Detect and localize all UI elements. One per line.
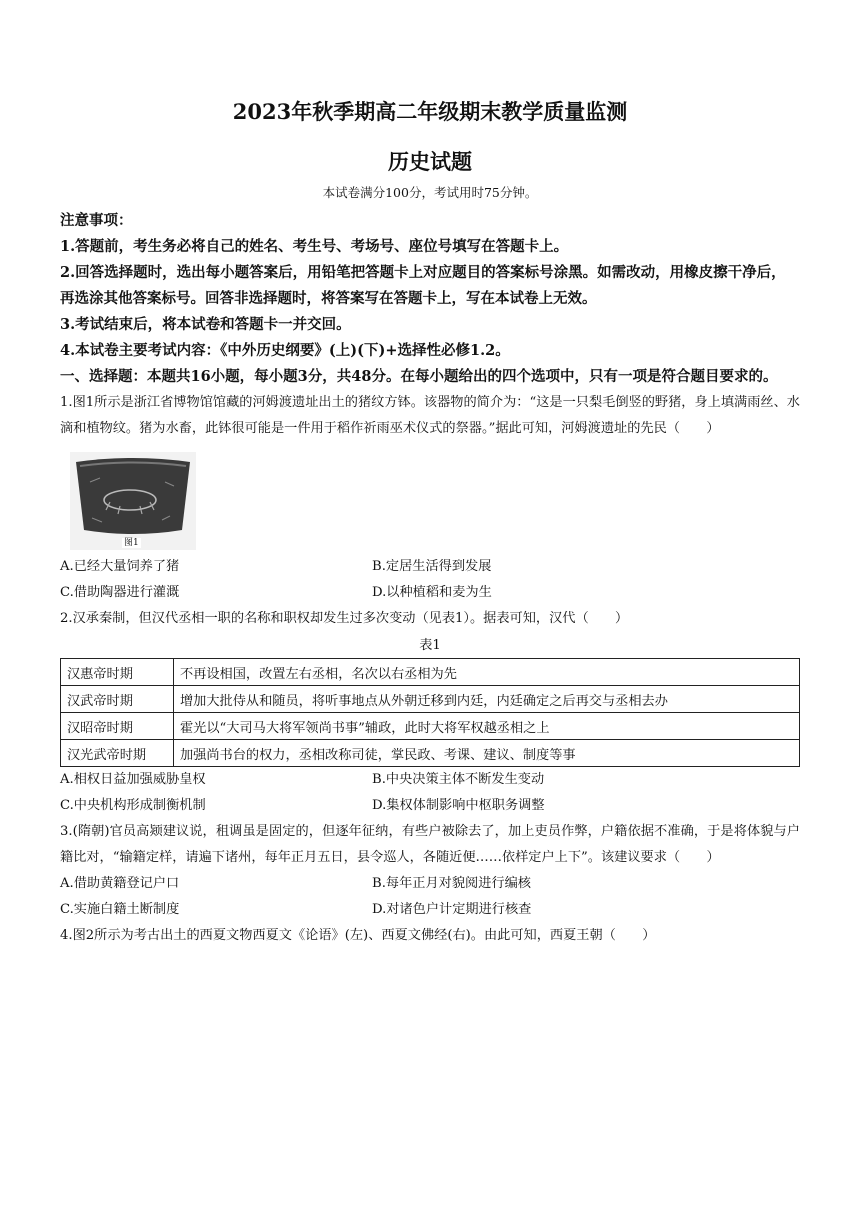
table-cell-period: 汉武帝时期 (61, 686, 174, 713)
question-3-options (60, 871, 800, 923)
option-d: D.对诸色户计定期进行核查 (372, 902, 532, 917)
option-a: A.已经大量饲养了猪 (60, 559, 180, 574)
table-1 (60, 658, 800, 767)
table-cell-period: 汉昭帝时期 (61, 713, 174, 740)
figure-1-pottery-image (70, 452, 196, 550)
option-a: A.相权日益加强威胁皇权 (60, 772, 206, 787)
table-row (61, 686, 800, 713)
table-cell-desc: 不再设相国，改置左右丞相，名次以右丞相为先 (174, 659, 800, 686)
exam-subtitle: 历史试题 (388, 149, 472, 174)
note-item: 3.考试结束后，将本试卷和答题卡一并交回。 (60, 316, 351, 333)
pig-bowl-photo (70, 452, 196, 550)
question-1-stem: 1.图1所示是浙江省博物馆馆藏的河姆渡遗址出土的猪纹方钵。该器物的简介为：“这是一只梨毛倒竖的野猪，身上填满雨丝、水滴和植物纹。猪为水畜，此钵很可能是一件用于稻作祈雨巫术仪式的祭器。”据此可知，河姆渡遗址的先民（ ） (60, 395, 800, 436)
table-cell-period: 汉光武帝时期 (61, 740, 174, 767)
option-c: C.实施白籍土断制度 (60, 902, 180, 917)
note-item: 4.本试卷主要考试内容：《中外历史纲要》(上)(下)+选择性必修1.2。 (60, 342, 510, 359)
table-cell-desc: 增加大批侍从和随员，将听事地点从外朝迁移到内廷，内廷确定之后再交与丞相去办 (174, 686, 800, 713)
table-row (61, 713, 800, 740)
option-c: C.中央机构形成制衡机制 (60, 798, 206, 813)
option-c: C.借助陶器进行灌溉 (60, 585, 180, 600)
option-b: B.定居生活得到发展 (372, 559, 492, 574)
table-cell-desc: 加强尚书台的权力，丞相改称司徒，掌民政、考课、建议、制度等事 (174, 740, 800, 767)
table-cell-desc: 霍光以“大司马大将军领尚书事”辅政，此时大将军权越丞相之上 (174, 713, 800, 740)
question-2-options (60, 767, 800, 819)
table-row (61, 740, 800, 767)
question-2-stem: 2.汉承秦制，但汉代丞相一职的名称和职权却发生过多次变动（见表1）。据表可知，汉代（ ） (60, 611, 629, 626)
question-3-stem: 3.(隋朝)官员高颎建议说，租调虽是固定的，但逐年征纳，有些户被除去了，加上吏员作弊，户籍依据不准确，于是将体貌与户籍比对，“输籍定样，请遍下诸州，每年正月五日，县令巡人，各随近便……依样定户上下”。该建议要求（ ） (60, 824, 800, 865)
table-cell-period: 汉惠帝时期 (61, 659, 174, 686)
notes-block (60, 208, 800, 390)
notes-heading: 注意事项： (60, 212, 133, 229)
table-1-caption: 表1 (419, 638, 441, 653)
exam-meta: 本试卷满分100分，考试用时75分钟。 (322, 185, 538, 200)
note-item: 1.答题前，考生务必将自己的姓名、考生号、考场号、座位号填写在答题卡上。 (60, 238, 569, 255)
figure-1-caption: 图1 (124, 538, 139, 548)
table-row (61, 659, 800, 686)
option-a: A.借助黄籍登记户口 (60, 876, 180, 891)
exam-title: 2023年秋季期高二年级期末教学质量监测 (232, 99, 628, 124)
exam-page (60, 98, 800, 949)
option-d: D.集权体制影响中枢职务调整 (372, 798, 545, 813)
option-b: B.每年正月对貌阅进行编核 (372, 876, 531, 891)
option-d: D.以种植稻和麦为生 (372, 585, 492, 600)
question-1-options (60, 554, 800, 606)
question-4-stem: 4.图2所示为考古出土的西夏文物西夏文《论语》(左)、西夏文佛经(右)。由此可知，西夏王朝（ ） (60, 928, 656, 943)
section-heading: 一、选择题：本题共16小题，每小题3分，共48分。在每小题给出的四个选项中，只有一项是符合题目要求的。 (60, 368, 778, 385)
note-item: 2.回答选择题时，选出每小题答案后，用铅笔把答题卡上对应题目的答案标号涂黑。如需改动，用橡皮擦干净后，再选涂其他答案标号。回答非选择题时，将答案写在答题卡上，写在本试卷上无效。 (60, 264, 786, 307)
option-b: B.中央决策主体不断发生变动 (372, 772, 545, 787)
